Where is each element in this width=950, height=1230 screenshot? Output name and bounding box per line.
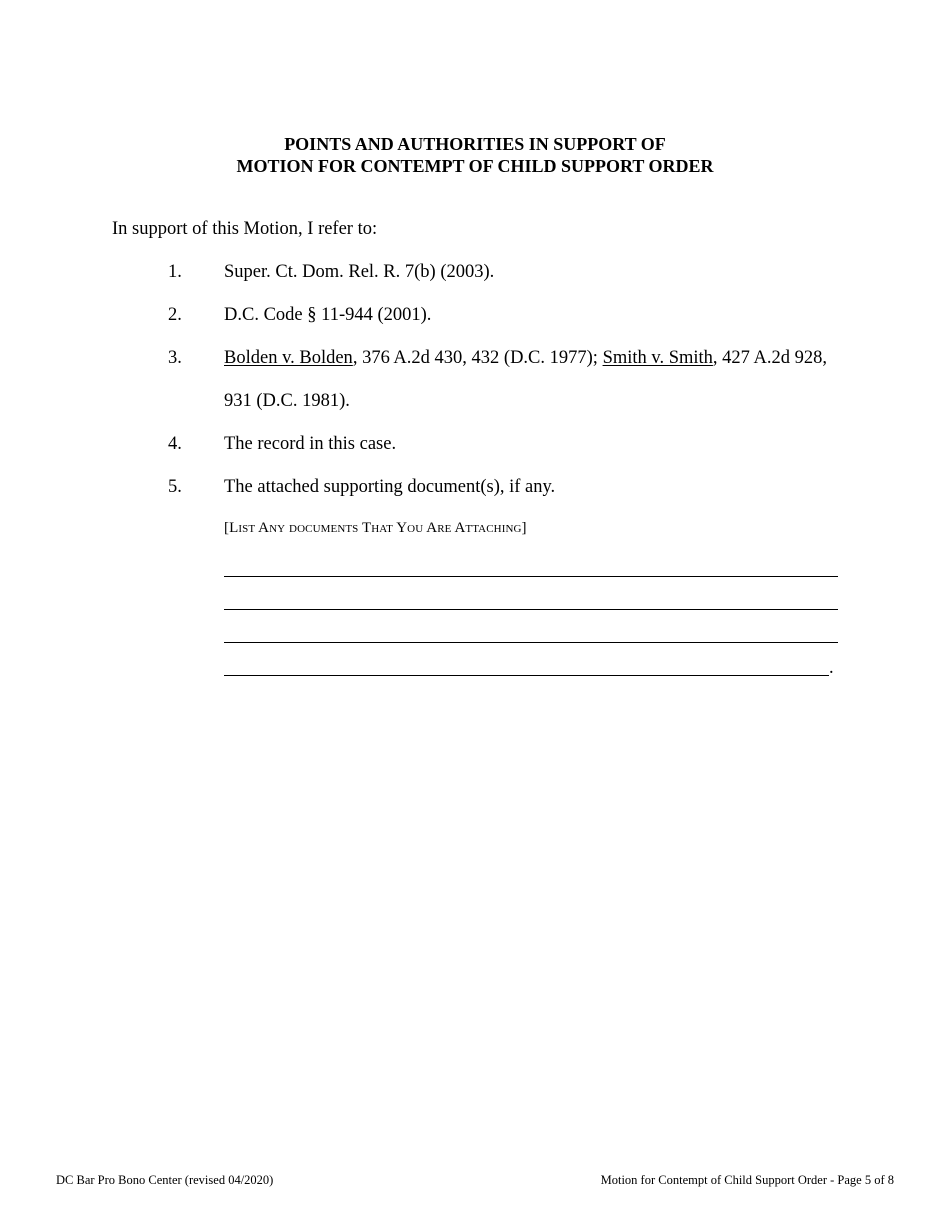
item-number-5: 5. [168,477,182,497]
attachment-blank-line-2[interactable] [224,609,838,610]
item-text-1: Super. Ct. Dom. Rel. R. 7(b) (2003). [224,262,495,282]
item-number-3: 3. [168,348,182,368]
footer-page-info: Motion for Contempt of Child Support Order - Page 5 of 8 [600,1173,894,1187]
item-text-4: The record in this case. [224,434,397,454]
attachment-blank-line-4[interactable] [224,675,829,676]
item-text-5: The attached supporting document(s), if any. [224,477,556,497]
citation-text-bolden: , 376 A.2d 430, 432 (D.C. 1977); [352,348,603,368]
citation-text-smith: , 427 A.2d 928, [712,348,827,368]
item-number-1: 1. [168,262,182,282]
case-citation-bolden: Bolden v. Bolden [224,348,353,368]
attachment-instruction: [List Any documents That You Are Attaching] [224,520,527,536]
item-number-4: 4. [168,434,182,454]
item-text-2: D.C. Code § 11-944 (2001). [224,305,432,325]
intro-paragraph: In support of this Motion, I refer to: [112,219,378,239]
document-title-line-2: MOTION FOR CONTEMPT OF CHILD SUPPORT ORDER [236,156,714,176]
case-citation-smith: Smith v. Smith [602,348,713,368]
blank-line-period: . [829,658,834,678]
attachment-blank-line-3[interactable] [224,642,838,643]
document-title-line-1: POINTS AND AUTHORITIES IN SUPPORT OF [284,134,666,154]
attachment-blank-line-1[interactable] [224,576,838,577]
footer-revision: DC Bar Pro Bono Center (revised 04/2020) [56,1173,274,1187]
item-text-3-continued: 931 (D.C. 1981). [224,391,350,411]
item-number-2: 2. [168,305,182,325]
item-text-3 [224,347,827,369]
